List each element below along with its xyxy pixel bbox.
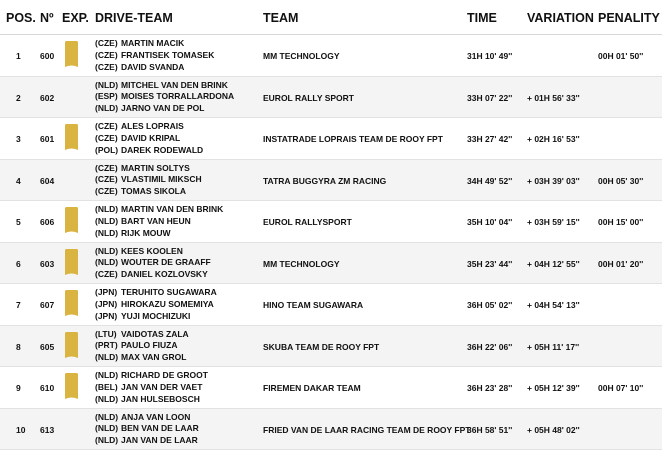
crew-member-name: TERUHITO SUGAWARA (121, 287, 217, 297)
crew-member (95, 216, 223, 228)
crew-member-name: BEN VAN DE LAAR (121, 423, 199, 433)
crew-member (95, 394, 208, 406)
team-name-cell: HINO TEAM SUGAWARA (263, 300, 363, 310)
col-crew-header[interactable]: DRIVE-TEAM (95, 11, 173, 25)
experience-badge-icon (64, 331, 79, 360)
crew-member-name: JAN VAN DER VAET (121, 382, 202, 392)
time-cell: 31H 10' 49'' (467, 51, 512, 61)
country-code: (NLD) (95, 435, 121, 447)
crew-list (95, 38, 214, 73)
country-code: (CZE) (95, 186, 121, 198)
crew-list (95, 329, 189, 364)
position-cell: 2 (16, 93, 21, 103)
country-code: (NLD) (95, 80, 121, 92)
crew-member (95, 287, 217, 299)
crew-member (95, 246, 211, 258)
country-code: (CZE) (95, 174, 121, 186)
country-code: (NLD) (95, 216, 121, 228)
table-row[interactable] (0, 160, 662, 202)
crew-member (95, 423, 199, 435)
crew-member (95, 257, 211, 269)
crew-member-name: MAX VAN GROL (121, 352, 186, 362)
crew-list (95, 163, 202, 198)
penalty-cell: 00H 01' 50'' (598, 51, 643, 61)
crew-member-name: JAN HULSEBOSCH (121, 394, 200, 404)
crew-member-name: MITCHEL VAN DEN BRINK (121, 80, 228, 90)
country-code: (JPN) (95, 299, 121, 311)
crew-member-name: KEES KOOLEN (121, 246, 183, 256)
crew-member (95, 352, 189, 364)
country-code: (ESP) (95, 91, 121, 103)
crew-member (95, 38, 214, 50)
crew-member-name: VLASTIMIL MIKSCH (121, 174, 202, 184)
country-code: (NLD) (95, 246, 121, 258)
variation-cell: + 03H 39' 03'' (527, 176, 580, 186)
position-cell: 7 (16, 300, 21, 310)
time-cell: 36H 23' 28'' (467, 383, 512, 393)
position-cell: 9 (16, 383, 21, 393)
team-name-cell: MM TECHNOLOGY (263, 259, 340, 269)
crew-member-name: FRANTISEK TOMASEK (121, 50, 214, 60)
position-cell: 10 (16, 425, 25, 435)
col-time-header[interactable]: TIME (467, 11, 497, 25)
country-code: (CZE) (95, 62, 121, 74)
crew-member (95, 145, 203, 157)
crew-member-name: BART VAN HEUN (121, 216, 191, 226)
experience-badge-icon (64, 123, 79, 152)
table-row[interactable] (0, 118, 662, 160)
position-cell: 1 (16, 51, 21, 61)
crew-member-name: ALES LOPRAIS (121, 121, 184, 131)
penalty-cell: 00H 15' 00'' (598, 217, 643, 227)
experience-badge-icon (64, 289, 79, 318)
col-pos-header[interactable]: POS. (6, 11, 36, 25)
crew-list (95, 80, 234, 115)
table-row[interactable] (0, 35, 662, 77)
crew-member (95, 163, 202, 175)
position-cell: 8 (16, 342, 21, 352)
country-code: (NLD) (95, 412, 121, 424)
race-number-cell: 606 (40, 217, 54, 227)
country-code: (CZE) (95, 121, 121, 133)
team-name-cell: FRIED VAN DE LAAR RACING TEAM DE ROOY FPT (263, 425, 470, 435)
crew-member (95, 80, 234, 92)
crew-member (95, 269, 211, 281)
crew-member-name: DAVID SVANDA (121, 62, 184, 72)
crew-list (95, 121, 203, 156)
race-number-cell: 605 (40, 342, 54, 352)
crew-member (95, 62, 214, 74)
experience-badge-icon (64, 40, 79, 69)
country-code: (NLD) (95, 103, 121, 115)
crew-member-name: VAIDOTAS ZALA (121, 329, 189, 339)
time-cell: 34H 49' 52'' (467, 176, 512, 186)
country-code: (JPN) (95, 311, 121, 323)
country-code: (POL) (95, 145, 121, 157)
table-body (0, 35, 662, 450)
position-cell: 6 (16, 259, 21, 269)
variation-cell: + 05H 48' 02'' (527, 425, 580, 435)
variation-cell: + 01H 56' 33'' (527, 93, 580, 103)
crew-list (95, 204, 223, 239)
crew-member-name: YUJI MOCHIZUKI (121, 311, 190, 321)
race-number-cell: 603 (40, 259, 54, 269)
crew-member (95, 329, 189, 341)
time-cell: 33H 07' 22'' (467, 93, 512, 103)
crew-list (95, 370, 208, 405)
crew-member (95, 382, 208, 394)
race-number-cell: 613 (40, 425, 54, 435)
time-cell: 33H 27' 42'' (467, 134, 512, 144)
country-code: (NLD) (95, 370, 121, 382)
variation-cell: + 02H 16' 53'' (527, 134, 580, 144)
time-cell: 35H 23' 44'' (467, 259, 512, 269)
table-row[interactable] (0, 409, 662, 450)
crew-member-name: RICHARD DE GROOT (121, 370, 208, 380)
country-code: (CZE) (95, 50, 121, 62)
col-variation-header[interactable]: VARIATION (527, 11, 594, 25)
table-row[interactable] (0, 243, 662, 285)
crew-member-name: JAN VAN DE LAAR (121, 435, 198, 445)
country-code: (NLD) (95, 257, 121, 269)
country-code: (PRT) (95, 340, 121, 352)
country-code: (NLD) (95, 423, 121, 435)
time-cell: 36H 58' 51'' (467, 425, 512, 435)
crew-member-name: JARNO VAN DE POL (121, 103, 204, 113)
country-code: (LTU) (95, 329, 121, 341)
crew-member-name: MARTIN VAN DEN BRINK (121, 204, 223, 214)
crew-member-name: DAVID KRIPAL (121, 133, 180, 143)
crew-member (95, 174, 202, 186)
crew-list (95, 412, 199, 447)
crew-member-name: PAULO FIUZA (121, 340, 178, 350)
country-code: (CZE) (95, 133, 121, 145)
table-row[interactable] (0, 77, 662, 119)
variation-cell: + 03H 59' 15'' (527, 217, 580, 227)
crew-member (95, 133, 203, 145)
country-code: (NLD) (95, 228, 121, 240)
crew-member (95, 412, 199, 424)
country-code: (CZE) (95, 38, 121, 50)
crew-member (95, 91, 234, 103)
crew-list (95, 287, 217, 322)
crew-member (95, 121, 203, 133)
country-code: (BEL) (95, 382, 121, 394)
team-name-cell: MM TECHNOLOGY (263, 51, 340, 61)
crew-member (95, 435, 199, 447)
position-cell: 4 (16, 176, 21, 186)
team-name-cell: SKUBA TEAM DE ROOY FPT (263, 342, 379, 352)
race-number-cell: 604 (40, 176, 54, 186)
position-cell: 5 (16, 217, 21, 227)
crew-member (95, 311, 217, 323)
team-name-cell: EUROL RALLY SPORT (263, 93, 354, 103)
variation-cell: + 04H 12' 55'' (527, 259, 580, 269)
time-cell: 36H 05' 02'' (467, 300, 512, 310)
table-row[interactable] (0, 367, 662, 409)
country-code: (NLD) (95, 394, 121, 406)
country-code: (CZE) (95, 269, 121, 281)
experience-badge-icon (64, 206, 79, 235)
variation-cell: + 04H 54' 13'' (527, 300, 580, 310)
col-num-header[interactable]: Nº (40, 11, 54, 25)
col-exp-header[interactable]: EXP. (62, 11, 89, 25)
table-row[interactable] (0, 326, 662, 368)
position-cell: 3 (16, 134, 21, 144)
variation-cell: + 05H 12' 39'' (527, 383, 580, 393)
crew-member-name: ANJA VAN LOON (121, 412, 190, 422)
crew-member-name: WOUTER DE GRAAFF (121, 257, 211, 267)
crew-member (95, 204, 223, 216)
time-cell: 35H 10' 04'' (467, 217, 512, 227)
team-name-cell: FIREMEN DAKAR TEAM (263, 383, 361, 393)
crew-member-name: MARTIN SOLTYS (121, 163, 190, 173)
table-row[interactable] (0, 284, 662, 326)
country-code: (CZE) (95, 163, 121, 175)
crew-member-name: DANIEL KOZLOVSKY (121, 269, 208, 279)
time-cell: 36H 22' 06'' (467, 342, 512, 352)
crew-member-name: MARTIN MACIK (121, 38, 184, 48)
team-name-cell: INSTATRADE LOPRAIS TEAM DE ROOY FPT (263, 134, 443, 144)
penalty-cell: 00H 01' 20'' (598, 259, 643, 269)
crew-member (95, 299, 217, 311)
penalty-cell: 00H 07' 10'' (598, 383, 643, 393)
crew-list (95, 246, 211, 281)
crew-member (95, 228, 223, 240)
crew-member-name: DAREK RODEWALD (121, 145, 203, 155)
country-code: (NLD) (95, 352, 121, 364)
experience-badge-icon (64, 248, 79, 277)
race-number-cell: 601 (40, 134, 54, 144)
race-number-cell: 602 (40, 93, 54, 103)
race-number-cell: 600 (40, 51, 54, 61)
crew-member-name: HIROKAZU SOMEMIYA (121, 299, 214, 309)
crew-member-name: TOMAS SIKOLA (121, 186, 186, 196)
crew-member (95, 340, 189, 352)
country-code: (JPN) (95, 287, 121, 299)
crew-member (95, 103, 234, 115)
country-code: (NLD) (95, 204, 121, 216)
race-number-cell: 607 (40, 300, 54, 310)
variation-cell: + 05H 11' 17'' (527, 342, 579, 352)
team-name-cell: EUROL RALLYSPORT (263, 217, 352, 227)
crew-member-name: MOISES TORRALLARDONA (121, 91, 234, 101)
penalty-cell: 00H 05' 30'' (598, 176, 643, 186)
experience-badge-icon (64, 372, 79, 401)
table-header (0, 0, 662, 35)
crew-member-name: RIJK MOUW (121, 228, 171, 238)
col-team-header[interactable]: TEAM (263, 11, 298, 25)
crew-member (95, 370, 208, 382)
crew-member (95, 50, 214, 62)
race-number-cell: 610 (40, 383, 54, 393)
col-penalty-header[interactable]: PENALITY (598, 11, 660, 25)
team-name-cell: TATRA BUGGYRA ZM RACING (263, 176, 386, 186)
table-row[interactable] (0, 201, 662, 243)
crew-member (95, 186, 202, 198)
